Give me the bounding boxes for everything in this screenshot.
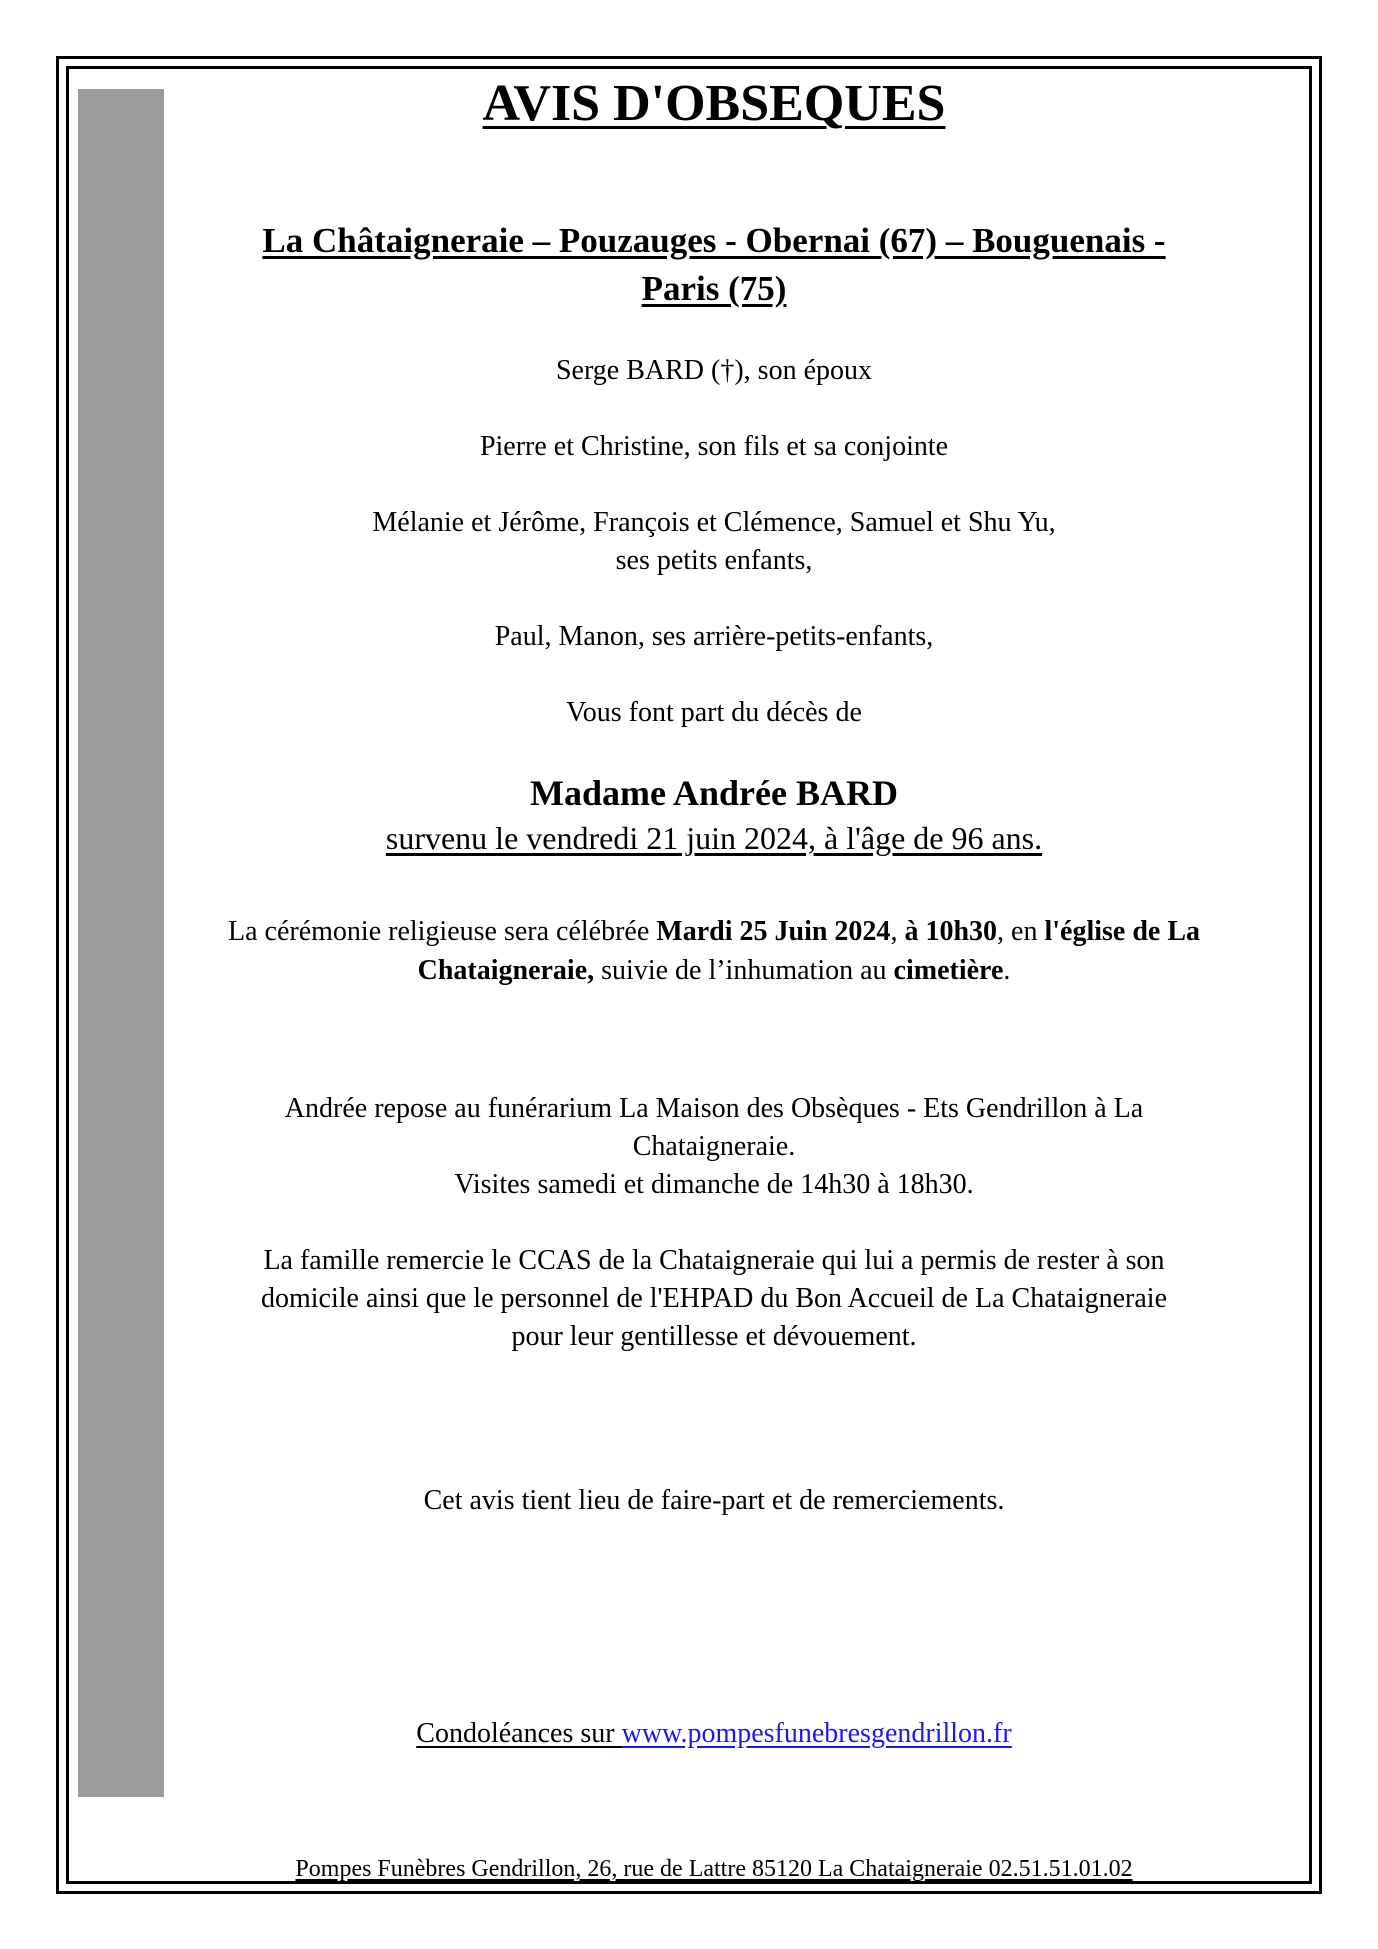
thanks-line-3: pour leur gentillesse et dévouement. — [511, 1321, 917, 1352]
closing-line: Cet avis tient lieu de faire-part et de remerciements. — [423, 1485, 1005, 1516]
great-grandchildren-line: Paul, Manon, ses arrière-petits-enfants, — [494, 621, 934, 652]
rest-line-1: Andrée repose au funérarium La Maison des Obsèques - Ets Gendrillon à La — [284, 1093, 1144, 1124]
deceased-name: Madame Andrée BARD — [530, 773, 898, 813]
condolences-label: Condoléances sur — [416, 1718, 622, 1749]
ceremony-part-2: suivie de l’inhumation au — [594, 955, 894, 986]
ceremony-place: l'église de La Chataigneraie, — [417, 916, 1200, 986]
ceremony-sep-2: , en — [997, 916, 1045, 947]
footer-address: Pompes Funèbres Gendrillon, 26, rue de Lattre 85120 La Chataigneraie 02.51.51.01.02 — [295, 1856, 1133, 1882]
ceremony-cemetery: cimetière — [893, 955, 1004, 986]
towns-line-2: Paris (75) — [641, 269, 787, 308]
children-line: Pierre et Christine, son fils et sa conjointe — [479, 431, 949, 462]
spouse-line: Serge BARD (†), son époux — [555, 355, 872, 386]
ceremony-part-1: La cérémonie religieuse sera célébrée — [228, 916, 657, 947]
notice-title: AVIS D'OBSEQUES — [482, 75, 946, 132]
rest-line-3: Visites samedi et dimanche de 14h30 à 18h30. — [454, 1169, 974, 1200]
rest-line-2: Chataigneraie. — [632, 1131, 796, 1162]
towns-line-1: La Châtaigneraie – Pouzauges - Obernai (67) – Bouguenais - — [262, 221, 1166, 260]
ceremony-time: à 10h30 — [904, 916, 998, 947]
ceremony-text — [164, 912, 1264, 990]
thanks-line-1: La famille remercie le CCAS de la Chataigneraie qui lui a permis de rester à son — [263, 1245, 1165, 1276]
side-bar — [78, 89, 164, 1797]
announcement-line: Vous font part du décès de — [566, 697, 862, 728]
ceremony-date: Mardi 25 Juin 2024 — [656, 916, 891, 947]
condolences-link[interactable]: www.pompesfunebresgendrillon.fr — [621, 1718, 1012, 1749]
grandchildren-line-2: ses petits enfants, — [615, 545, 813, 576]
thanks-line-2: domicile ainsi que le personnel de l'EHPAD du Bon Accueil de La Chataigneraie — [261, 1283, 1167, 1314]
deceased-date: survenu le vendredi 21 juin 2024, à l'âge de 96 ans. — [385, 820, 1043, 856]
ceremony-sep-1: , — [890, 916, 905, 947]
condolences-line — [164, 1718, 1264, 1750]
ceremony-end: . — [1003, 955, 1011, 986]
grandchildren-line-1: Mélanie et Jérôme, François et Clémence, Samuel et Shu Yu, — [372, 507, 1056, 538]
towns-heading — [164, 217, 1264, 313]
